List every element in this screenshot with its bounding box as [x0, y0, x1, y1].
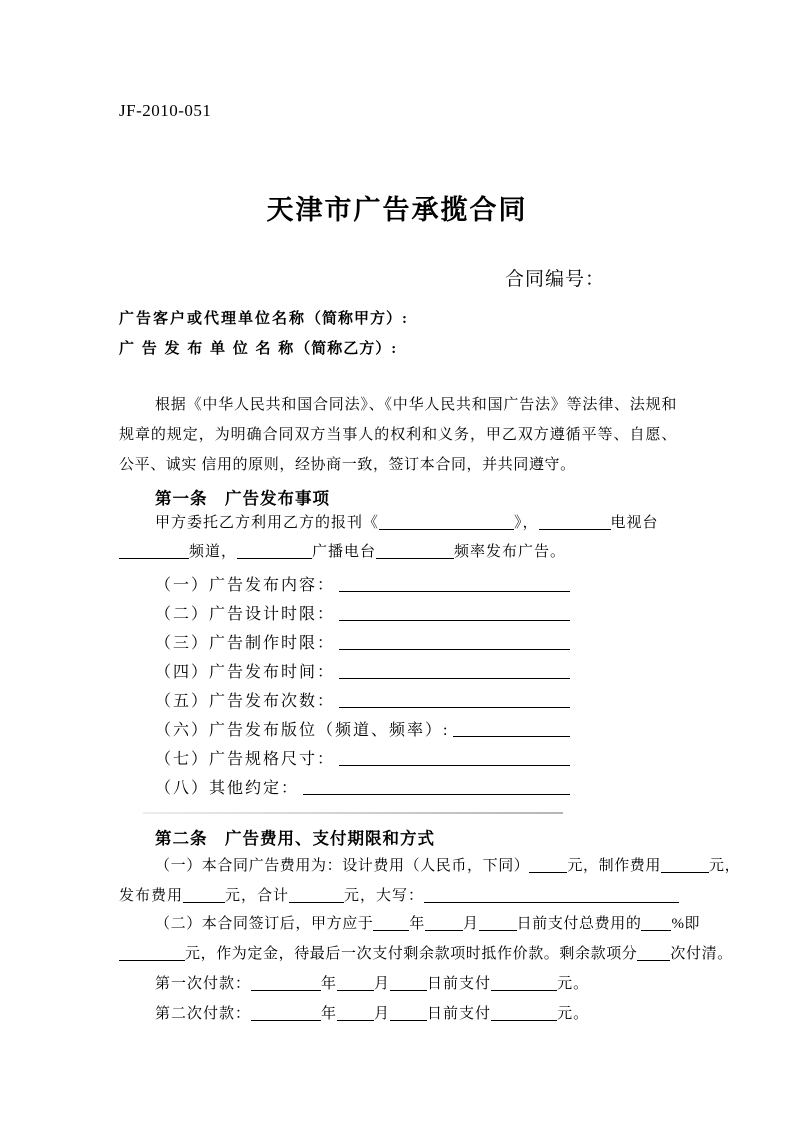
blank-channel[interactable]	[119, 546, 189, 559]
item-label: （四）广告发布时间：	[155, 664, 336, 681]
item-label: （八）其他约定：	[155, 780, 300, 797]
blank-total-fee[interactable]	[289, 890, 344, 903]
intro-text: 频率发布广告。	[454, 544, 567, 560]
fee-text: 元，合计	[225, 888, 290, 904]
section-divider	[143, 812, 563, 814]
deposit-text: %即	[671, 916, 701, 932]
blank-ad-content[interactable]	[339, 579, 570, 592]
blank-pay2-day[interactable]	[390, 1008, 427, 1021]
party-a-label: 广告客户或代理单位名称	[119, 311, 307, 327]
blank-publish-time[interactable]	[339, 666, 570, 679]
section1-intro-line2	[119, 540, 566, 561]
blank-pay2-year[interactable]	[251, 1008, 321, 1021]
blank-pay1-amount[interactable]	[491, 978, 557, 991]
intro-text: 广播电台	[312, 544, 377, 560]
list-item-1	[155, 566, 570, 595]
document-title: 天津市广告承揽合同	[266, 195, 528, 226]
blank-deposit-day[interactable]	[479, 918, 517, 931]
list-item-6	[155, 711, 570, 740]
payment-line-1	[155, 972, 589, 993]
fee-text: 元，制作费用	[567, 858, 662, 874]
party-b-short: （简称乙方）:	[295, 341, 398, 357]
payment-line-2	[155, 1002, 589, 1023]
payment-text: 日前支付	[427, 976, 492, 992]
fee-line-1	[155, 854, 740, 875]
payment-text: 元。	[557, 1006, 590, 1022]
preamble-paragraph: 根据《中华人民共和国合同法》、《中华人民共和国广告法》等法律、法规和规章的规定，为明确合同双方当事人的权利和义务，甲乙双方遵循平等、自愿、公平、诚实 信用的原则，经协商一致，签订本合同，并共同遵守。	[119, 397, 677, 473]
payment-text: 第一次付款：	[155, 976, 252, 992]
blank-amount-in-words[interactable]	[424, 890, 679, 903]
intro-text: 电视台	[610, 515, 659, 531]
intro-text: 甲方委托乙方利用乙方的报刊《	[155, 515, 380, 531]
section2-heading: 第二条 广告费用、支付期限和方式	[155, 829, 435, 848]
deposit-text: 元，作为定金，待最后一次支付剩余款项时抵作价款。剩余款项分	[185, 946, 638, 962]
payment-text: 月	[374, 976, 391, 992]
blank-publication-name[interactable]	[379, 517, 514, 530]
blank-radio-station[interactable]	[237, 546, 312, 559]
payment-text: 年	[321, 976, 338, 992]
party-b-line	[119, 337, 397, 358]
deposit-text: 年	[409, 916, 426, 932]
section1-items	[155, 566, 570, 798]
blank-design-deadline[interactable]	[339, 608, 570, 621]
list-item-5	[155, 682, 570, 711]
blank-publish-position[interactable]	[453, 724, 570, 737]
blank-frequency[interactable]	[376, 546, 454, 559]
blank-production-fee[interactable]	[661, 860, 709, 873]
fee-text: 发布费用	[119, 888, 184, 904]
payment-text: 元。	[557, 976, 590, 992]
item-label: （二）广告设计时限：	[155, 606, 336, 623]
fee-text: （一）本合同广告费用为：设计费用（人民币，下同）	[155, 858, 530, 874]
list-item-4	[155, 653, 570, 682]
party-a-short: （简称甲方）:	[306, 311, 409, 327]
deposit-text: 日前支付总费用的	[516, 916, 642, 932]
blank-pay2-month[interactable]	[337, 1008, 374, 1021]
blank-deposit-month[interactable]	[425, 918, 463, 931]
fee-text: 元，大写：	[344, 888, 425, 904]
blank-other-terms[interactable]	[303, 782, 570, 795]
deposit-text: 次付清。	[670, 946, 733, 962]
list-item-3	[155, 624, 570, 653]
section1-intro-line1	[155, 511, 659, 532]
form-code: JF-2010-051	[119, 101, 212, 120]
blank-pay2-amount[interactable]	[491, 1008, 557, 1021]
blank-publish-fee[interactable]	[183, 890, 225, 903]
fee-text: 元，	[709, 858, 741, 874]
list-item-7	[155, 740, 570, 769]
payment-text: 日前支付	[427, 1006, 492, 1022]
deposit-text: （二）本合同签订后，甲方应于	[155, 916, 374, 932]
payment-text: 第二次付款：	[155, 1006, 252, 1022]
blank-publish-count[interactable]	[339, 695, 570, 708]
item-label: （五）广告发布次数：	[155, 693, 336, 710]
blank-pay1-year[interactable]	[251, 978, 321, 991]
deposit-line-2	[119, 942, 733, 963]
blank-ad-size[interactable]	[339, 753, 570, 766]
item-label: （六）广告发布版位（频道、频率）:	[155, 722, 450, 739]
contract-no-label: 合同编号：	[505, 269, 606, 290]
blank-pay1-day[interactable]	[390, 978, 427, 991]
fee-line-2	[119, 884, 679, 905]
list-item-2	[155, 595, 570, 624]
party-a-line	[119, 307, 408, 328]
deposit-text: 月	[463, 916, 479, 932]
blank-deposit-year[interactable]	[373, 918, 409, 931]
item-label: （三）广告制作时限：	[155, 635, 336, 652]
blank-tv-station[interactable]	[539, 517, 611, 530]
blank-design-fee[interactable]	[529, 860, 567, 873]
deposit-line-1	[155, 912, 700, 933]
payment-text: 月	[374, 1006, 391, 1022]
section1-heading: 第一条 广告发布事项	[155, 489, 330, 508]
blank-production-deadline[interactable]	[339, 637, 570, 650]
item-label: （一）广告发布内容：	[155, 577, 336, 594]
party-b-label: 广 告 发 布 单 位 名 称	[119, 341, 296, 357]
blank-deposit-percent[interactable]	[641, 918, 671, 931]
item-label: （七）广告规格尺寸：	[155, 751, 336, 768]
list-item-8	[155, 769, 570, 798]
payment-text: 年	[321, 1006, 338, 1022]
intro-text: 频道，	[189, 544, 238, 560]
blank-deposit-amount[interactable]	[119, 948, 185, 961]
blank-installments[interactable]	[637, 948, 670, 961]
intro-text: 》，	[514, 515, 539, 531]
blank-pay1-month[interactable]	[337, 978, 374, 991]
